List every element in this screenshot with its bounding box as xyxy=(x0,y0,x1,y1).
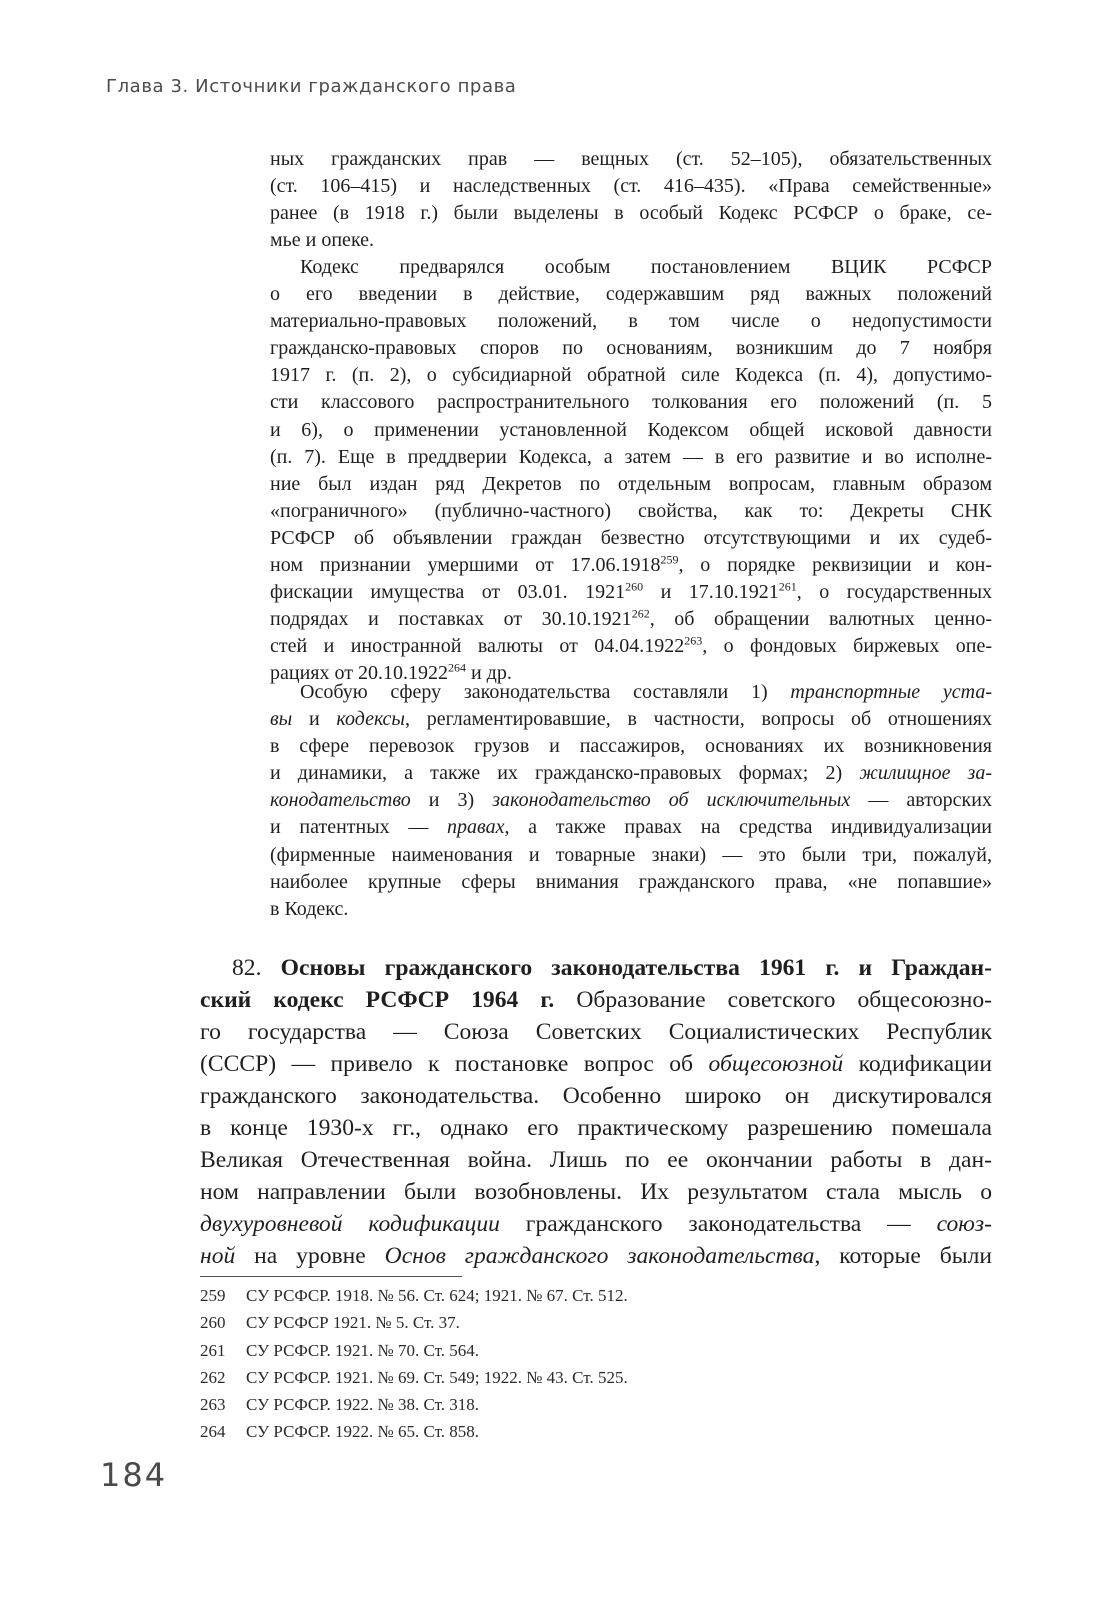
italic-term: Основ гражданского законодательства xyxy=(384,1243,815,1269)
text-line: Кодекс предварялся особым постановлением ВЦИК РСФСР xyxy=(300,256,992,278)
text-fragment: подрядах и поставках от 30.10.1921 xyxy=(270,608,632,631)
italic-term: конодательство xyxy=(270,789,411,812)
footnote-263 xyxy=(200,1391,900,1418)
section-82 xyxy=(200,952,992,1272)
text-line: гражданского законодательства. Особенно широко он дискутировался xyxy=(200,1083,992,1109)
text-line: о его введении в действие, содержавшим ряд важных положений xyxy=(270,283,992,306)
italic-term: двухуровневой кодификации xyxy=(200,1211,500,1237)
text-line: (фирменные наименования и товарные знаки) — это были три, пожалуй, xyxy=(270,843,992,866)
italic-term: транспортные уста- xyxy=(790,681,992,703)
italic-term: кодексы xyxy=(336,708,405,731)
text-fragment: и 17.10.1921 xyxy=(643,581,779,604)
section-number: 82. xyxy=(232,955,281,981)
text-line xyxy=(200,1208,992,1240)
footnote-ref-261: 261 xyxy=(778,579,797,594)
italic-term: вы xyxy=(270,708,293,731)
text-fragment: , о фондовых биржевых опе- xyxy=(702,635,993,658)
text-line: мье и опеке. xyxy=(270,229,375,252)
text-fragment: Образование советского общесоюзно- xyxy=(554,987,992,1013)
section-title: ский кодекс РСФСР 1964 г. xyxy=(200,987,555,1013)
section-title: Основы гражданского законодательства 1961 г. и Граждан- xyxy=(280,955,992,981)
text-line xyxy=(270,552,992,579)
text-fragment: , а также правах на средства индивидуализации xyxy=(504,816,992,839)
footnote-260 xyxy=(200,1309,900,1336)
text-line: ние был издан ряд Декретов по отдельным вопросам, главным образом xyxy=(270,472,992,495)
footnote-ref-260: 260 xyxy=(625,579,644,594)
text-fragment: (СССР) — привело к постановке вопрос об xyxy=(200,1051,709,1077)
footnote-ref-262: 262 xyxy=(631,606,650,621)
footnote-number: 262 xyxy=(200,1367,226,1387)
text-line: наиболее крупные сферы внимания гражданского права, «не попавшие» xyxy=(270,870,992,893)
paragraph-code-structure xyxy=(270,146,992,254)
text-line xyxy=(270,706,992,733)
text-line: в сфере перевозок грузов и пассажиров, основаниях их возникновения xyxy=(270,735,992,758)
text-fragment: Особую сферу законодательства составляли 1) xyxy=(300,681,791,703)
footnote-261 xyxy=(200,1337,900,1364)
text-line: РСФСР об объявлении граждан безвестно отсутствующими и их судеб- xyxy=(270,526,992,549)
text-fragment: и xyxy=(292,708,337,731)
footnote-ref-263: 263 xyxy=(684,633,703,648)
text-line: 1917 г. (п. 2), о субсидиарной обратной силе Кодекса (п. 4), допустимо- xyxy=(270,364,992,387)
text-line: «пограничного» (публично-частного) свойства, как то: Декреты СНК xyxy=(270,499,992,522)
text-line xyxy=(270,814,992,841)
footnote-separator xyxy=(200,1276,462,1277)
text-line xyxy=(200,1240,992,1272)
text-line: сти классового распространительного толкования его положений (п. 5 xyxy=(270,391,992,414)
text-fragment: на уровне xyxy=(235,1243,385,1269)
italic-term: жилищное за- xyxy=(859,762,992,785)
footnote-text: СУ РСФСР. 1918. № 56. Ст. 624; 1921. № 67. Ст. 512. xyxy=(246,1286,628,1305)
text-fragment: гражданского законодательства — xyxy=(499,1211,937,1237)
italic-term: законодательство об исключительных xyxy=(492,789,851,812)
text-fragment: фискации имущества от 03.01. 1921 xyxy=(270,581,626,604)
text-line: (п. 7). Еще в преддверии Кодекса, а затем — в его развитие и во исполне- xyxy=(270,445,992,468)
footnote-text: СУ РСФСР. 1921. № 69. Ст. 549; 1922. № 43. Ст. 525. xyxy=(246,1367,628,1387)
text-line xyxy=(200,984,992,1016)
text-fragment: , которые были xyxy=(814,1243,992,1269)
footnote-number: 259 xyxy=(200,1286,226,1305)
text-line xyxy=(270,579,992,606)
text-line: гражданско-правовых споров по основаниям, возникшим до 7 ноября xyxy=(270,337,992,360)
text-line: ном направлении были возобновлены. Их результатом стала мысль о xyxy=(200,1179,992,1205)
text-fragment: и патентных — xyxy=(270,816,448,839)
footnotes xyxy=(200,1282,900,1446)
footnote-ref-259: 259 xyxy=(660,552,679,567)
paragraph-special-legislation xyxy=(270,679,992,923)
text-line xyxy=(270,760,992,787)
text-fragment: ном признании умершими от 17.06.1918 xyxy=(270,554,661,577)
text-line: в конце 1930-х гг., однако его практическому разрешению помешала xyxy=(200,1115,992,1141)
page-number: 184 xyxy=(100,1456,168,1494)
italic-term: ной xyxy=(200,1243,236,1269)
footnote-264 xyxy=(200,1418,900,1445)
text-line xyxy=(270,606,992,633)
text-fragment: рациях от 20.10.1922 xyxy=(270,662,448,685)
footnote-text: СУ РСФСР. 1921. № 70. Ст. 564. xyxy=(246,1340,479,1360)
text-line: материально-правовых положений, в том числе о недопустимости xyxy=(270,310,992,333)
text-fragment: кодификации xyxy=(843,1051,993,1077)
text-fragment: , о государственных xyxy=(796,581,992,604)
text-line: ных гражданских прав — вещных (ст. 52–105), обязательственных xyxy=(270,148,992,170)
footnote-number: 261 xyxy=(200,1340,226,1360)
italic-term: правах xyxy=(447,816,505,839)
footnote-text: СУ РСФСР 1921. № 5. Ст. 37. xyxy=(246,1313,460,1333)
footnote-ref-264: 264 xyxy=(447,660,466,675)
text-fragment: , регламентировавшие, в частности, вопросы об отношениях xyxy=(404,708,992,731)
text-fragment: стей и иностранной валюты от 04.04.1922 xyxy=(270,635,685,658)
footnote-259 xyxy=(200,1282,900,1309)
text-line: Великая Отечественная война. Лишь по ее окончании работы в дан- xyxy=(200,1147,992,1173)
text-fragment: , об обращении валютных ценно- xyxy=(649,608,992,631)
text-fragment: — авторских xyxy=(850,789,992,812)
text-line xyxy=(270,787,992,814)
text-fragment: и др. xyxy=(465,662,512,685)
text-line xyxy=(270,633,992,660)
text-line: и 6), о применении установленной Кодексом общей исковой давности xyxy=(270,418,992,441)
footnote-number: 264 xyxy=(200,1422,226,1442)
text-fragment: , о порядке реквизиции и кон- xyxy=(678,554,992,577)
paragraph-code-introduction xyxy=(270,254,992,688)
footnote-number: 260 xyxy=(200,1313,226,1333)
text-line: (ст. 106–415) и наследственных (ст. 416–435). «Права семейственные» xyxy=(270,175,992,198)
italic-term: союз- xyxy=(936,1211,992,1237)
text-line: в Кодекс. xyxy=(270,897,349,920)
italic-term: общесоюзной xyxy=(708,1051,844,1077)
running-header: Глава 3. Источники гражданского права xyxy=(106,76,517,97)
text-line xyxy=(200,952,992,984)
text-fragment: и 3) xyxy=(410,789,493,812)
text-line xyxy=(200,1048,992,1080)
footnote-number: 263 xyxy=(200,1395,226,1415)
footnote-text: СУ РСФСР. 1922. № 38. Ст. 318. xyxy=(246,1395,479,1415)
footnote-text: СУ РСФСР. 1922. № 65. Ст. 858. xyxy=(246,1422,479,1442)
footnote-262 xyxy=(200,1364,900,1391)
text-fragment: и динамики, а также их гражданско-правовых формах; 2) xyxy=(270,762,860,785)
text-line: ранее (в 1918 г.) были выделены в особый Кодекс РСФСР о браке, се- xyxy=(270,202,992,225)
text-line: го государства — Союза Советских Социалистических Республик xyxy=(200,1019,992,1045)
text-line xyxy=(270,679,992,706)
